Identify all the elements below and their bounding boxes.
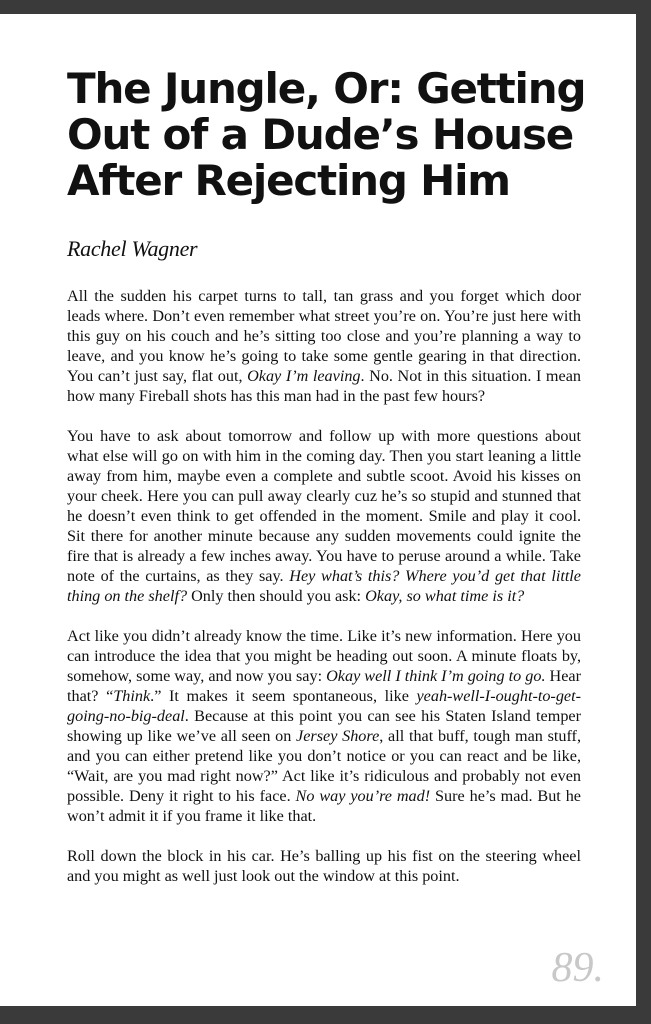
text-run: You have to ask about tomorrow and follow up with more questions about what else will go on with him in the coming day. Then you start leaning a little away from him, maybe even a complete and subtle scoot. Avoid his kisses on your cheek. Here you can pull away clearly cuz he’s so stupid and stunned that he doesn’t even think to get offended in the moment. Smile and play it cool. Sit there for another minute because any sudden movements could ignite the fire that is already a few inches away. You have to peruse around a while. Take note of the curtains, as they say. (67, 427, 581, 585)
paragraph (67, 286, 581, 406)
italic-text: Hey what’s this? Where you’d get that little thing on the shelf? (67, 567, 581, 605)
italic-text: No way you’re mad! (295, 787, 431, 805)
text-run: Act like you didn’t already know the time. Like it’s new information. Here you can introduce the idea that you might be heading out soon. A minute floats by, somehow, some way, and now you say: (67, 627, 581, 685)
text-run: Roll down the block in his car. He’s balling up his fist on the steering wheel and you might as well just look out the window at this point. (67, 847, 581, 885)
text-run: All the sudden his carpet turns to tall, tan grass and you forget which door leads where. Don’t even remember what street you’re on. You’re just here with this guy on his couch and he’s sitting too close and you’re planning a way to leave, and you know he’s going to take some gentle gearing in that direction. You can’t just say, flat out, (67, 287, 581, 385)
text-run: Hear that? “ (67, 667, 581, 705)
italic-text: Okay I’m leaving (247, 367, 361, 385)
text-run: . Because at this point you can see his Staten Island temper showing up like we’ve all seen on (67, 707, 581, 745)
text-run: Only then should you ask: (187, 587, 366, 605)
text-run: , all that buff, tough man stuff, and you can either pretend like you don’t notice or you can react and be like, “Wait, are you mad right now?” Act like it’s ridiculous and probably not even possible. Deny it right to his face. (67, 727, 581, 805)
italic-text: Okay, so what time is it? (365, 587, 525, 605)
page-number: 89. (551, 945, 604, 991)
italic-text: yeah-well-I-ought-to-get-going-no-big-deal (67, 687, 581, 725)
author-name: Rachel Wagner (67, 236, 198, 261)
story-body (67, 286, 581, 906)
italic-text: Jersey Shore (296, 727, 380, 745)
story-title: The Jungle, Or: Getting Out of a Dude’s House After Rejecting Him (67, 64, 586, 205)
italic-text: Okay well I think I’m going to go. (326, 667, 546, 685)
paragraph (67, 846, 581, 886)
text-run: . No. Not in this situation. I mean how many Fireball shots has this man had in the past few hours? (67, 367, 581, 405)
paragraph (67, 426, 581, 606)
italic-text: Think (113, 687, 151, 705)
text-run: Sure he’s mad. But he won’t admit it if you frame it like that. (67, 787, 581, 825)
paragraph (67, 626, 581, 826)
text-run: .” It makes it seem spontaneous, like (150, 687, 417, 705)
book-page (0, 14, 636, 1006)
